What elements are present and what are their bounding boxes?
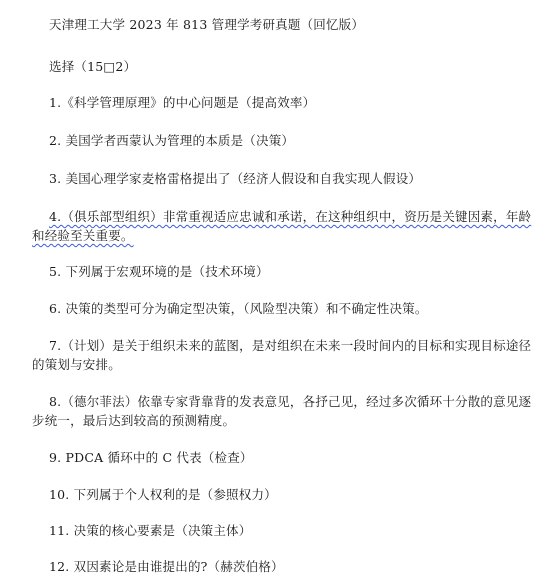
question-8-line-2: 步统一，最后达到较高的预测精度。 [32,413,236,428]
question-3: 3. 美国心理学家麦格雷格提出了（经济人假设和自我实现人假设） [49,171,422,186]
question-4-line-2: 和经验至关重要。 [32,228,134,243]
question-8-line-1: 8.（德尔菲法）依靠专家背靠背的发表意见，各抒己见，经过多次循环十分散的意见逐 [49,394,532,409]
section-heading: 选择（15□2） [49,59,137,74]
question-6: 6. 决策的类型可分为确定型决策，（风险型决策）和不确定性决策。 [49,301,428,316]
question-7-line-1: 7.（计划）是关于组织未来的蓝图，是对组织在未来一段时间内的目标和实现目标途径 [49,338,532,353]
question-1: 1.《科学管理原理》的中心问题是（提高效率） [49,95,316,110]
question-9: 9. PDCA 循环中的 C 代表（检查） [49,450,253,465]
question-2: 2. 美国学者西蒙认为管理的本质是（决策） [49,133,295,148]
question-12: 12. 双因素论是由谁提出的?（赫茨伯格） [49,559,284,574]
question-7-line-2: 的策划与安排。 [32,357,121,372]
question-4-line-1: 4.（俱乐部型组织）非常重视适应忠诚和承诺，在这种组织中，资历是关键因素，年龄 [49,209,532,224]
question-10: 10. 下列属于个人权利的是（参照权力） [49,487,277,502]
question-5: 5. 下列属于宏观环境的是（技术环境） [49,264,269,279]
question-11: 11. 决策的核心要素是（决策主体） [49,523,252,538]
document-title: 天津理工大学 2023 年 813 管理学考研真题（回忆版） [49,17,365,32]
